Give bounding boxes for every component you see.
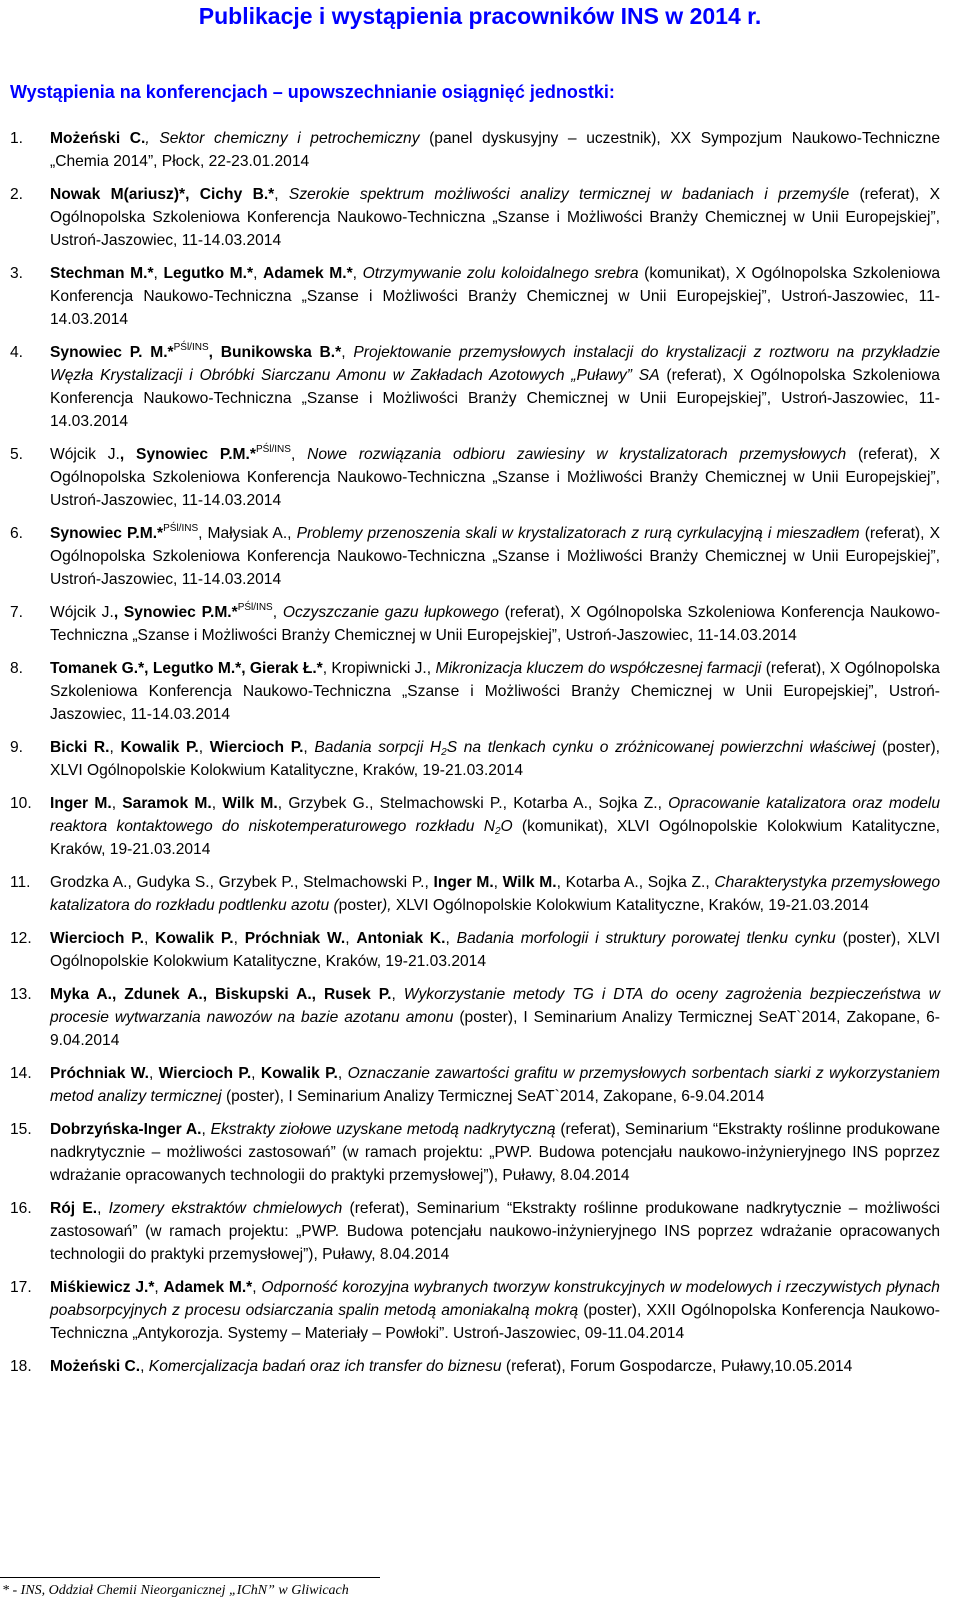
item-text-segment: , — [272, 604, 283, 621]
list-item — [10, 983, 940, 1052]
item-text-segment: Izomery ekstraktów chmielowych — [108, 1200, 343, 1217]
item-text-segment: Inger M. — [50, 795, 112, 812]
item-number: 8. — [10, 660, 24, 677]
item-text-segment: Wykorzystanie metody TG i DTA do oceny zagrożenia bezpieczeństwa w procesie wytwarzania nawozów na bazie azotanu amonu — [50, 986, 941, 1026]
item-text-segment: S na tlenkach cynku o zróżnicowanej powierzchni właściwej — [446, 739, 876, 756]
item-text-segment: (poster), XLVI Ogólnopolskie Kolokwium Katalityczne, Kraków, 19-21.03.2014 — [50, 739, 941, 779]
list-item — [10, 127, 940, 173]
list-item — [10, 736, 940, 782]
item-text-segment: Legutko M.* — [163, 265, 254, 282]
item-text-segment: (referat), X Ogólnopolska Szkoleniowa Konferencja Naukowo-Techniczna „Szanse i Możliwości Branży Chemicznej w Unii Europejskiej”, Ustroń-Jaszowiec, 11-14.03.2014 — [50, 367, 940, 430]
item-number: 10. — [10, 795, 32, 812]
item-text-segment: , Synowiec P.M.* — [113, 604, 238, 621]
item-text-segment: (referat), X Ogólnopolska Szkoleniowa Konferencja Naukowo-Techniczna „Szanse i Możliwości Branży Chemicznej w Unii Europejskiej”, Ustroń-Jaszowiec, 11-14.03.2014 — [50, 604, 941, 644]
item-text-segment: (referat), Seminarium “Ekstrakty roślinne produkowane nadkrytycznie – możliwości zastosowań” (w ramach projektu: „PWP. Budowa potencjału naukowo-inżynieryjnego INS poprzez wdrażanie opracowanych technologii do praktyki przemysłowej”), Puławy, 8.04.2014 — [50, 1121, 940, 1184]
item-text-segment: , Bunikowska B.* — [208, 344, 342, 361]
item-text-segment: , Sektor chemiczny i petrochemiczny — [145, 130, 420, 147]
item-text-segment: Badania sorpcji H — [314, 739, 442, 756]
item-text-segment: , Kotarba A., Sojka Z., — [556, 874, 715, 891]
item-text-segment: Otrzymywanie zolu koloidalnego srebra — [362, 265, 639, 282]
item-text-segment: Projektowanie przemysłowych instalacji do krystalizacji z roztworu na przykładzie Węzła Krystalizacji i Obróbki Siarczanu Amonu w Zakładach Azotowych „Puławy” SA — [50, 344, 940, 384]
item-text-segment: (referat), Forum Gospodarcze, Puławy,10.05.2014 — [501, 1358, 853, 1375]
item-text-segment: , — [140, 1358, 149, 1375]
item-text-segment: Mikronizacja kluczem do współczesnej farmacji — [435, 660, 762, 677]
list-item — [10, 601, 940, 647]
item-text-segment: Miśkiewicz J.* — [50, 1279, 155, 1296]
item-text-segment: Problemy przenoszenia skali w krystalizatorach z rurą cyrkulacyjną i mieszadłem — [296, 525, 860, 542]
item-text-segment: PŚl/INS — [163, 523, 199, 534]
item-text-segment: Oznaczanie zawartości grafitu w przemysłowych sorbentach siarki z wykorzystaniem metod analizy termicznej — [50, 1065, 941, 1105]
item-text-segment: Oczyszczanie gazu łupkowego — [282, 604, 499, 621]
item-text-segment: , — [97, 1200, 109, 1217]
item-text-segment: (komunikat), X Ogólnopolska Szkoleniowa Konferencja Naukowo-Techniczna „Szanse i Możliwości Branży Chemicznej w Unii Europejskiej”, Ustroń-Jaszowiec, 11-14.03.2014 — [50, 265, 941, 328]
item-text-segment: , — [143, 930, 156, 947]
item-text-segment: Opracowanie katalizatora oraz modelu reaktora kontaktowego do niskotemperaturowego rozkładu N — [50, 795, 940, 835]
item-number: 7. — [10, 604, 24, 621]
item-text-segment: Rój E. — [50, 1200, 98, 1217]
item-text-segment: Kowalik P. — [260, 1065, 338, 1082]
item-text-segment: Stechman M.* — [50, 265, 154, 282]
item-number: 6. — [10, 525, 24, 542]
item-text-segment: Próchniak W. — [244, 930, 346, 947]
item-text-segment: PŚl/INS — [173, 342, 209, 353]
item-text-segment: Wójcik J. — [50, 604, 114, 621]
item-text-segment: Bicki R. — [50, 739, 110, 756]
item-text-segment: Próchniak W. — [50, 1065, 149, 1082]
item-text-segment: Synowiec P.M.* — [50, 525, 164, 542]
list-item — [10, 927, 940, 973]
list-item — [10, 1118, 940, 1187]
list-item — [10, 1062, 940, 1108]
item-number: 16. — [10, 1200, 32, 1217]
item-text-segment: , — [493, 874, 503, 891]
item-text-segment: (poster), I Seminarium Analizy Termicznej SeAT`2014, Zakopane, 6-9.04.2014 — [50, 1009, 940, 1049]
item-text-segment: Badania morfologii i struktury porowatej tlenku cynku — [456, 930, 836, 947]
item-number: 3. — [10, 265, 24, 282]
footnote-text: * - INS, Oddział Chemii Nieorganicznej „IChN” w Gliwicach — [2, 1583, 349, 1598]
item-text-segment: Kowalik P. — [120, 739, 199, 756]
item-text-segment: , — [337, 1065, 348, 1082]
item-number: 11. — [10, 874, 31, 891]
item-text-segment: , — [111, 795, 123, 812]
item-text-segment: Możeński C. — [50, 1358, 141, 1375]
item-text-segment: , — [303, 739, 315, 756]
item-text-segment: , — [426, 660, 436, 677]
item-text-segment: Synowiec P. M.* — [50, 344, 174, 361]
item-text-segment: , — [233, 930, 245, 947]
item-number: 13. — [10, 986, 32, 1003]
list-item — [10, 262, 940, 331]
item-number: 17. — [10, 1279, 32, 1296]
item-number: 15. — [10, 1121, 32, 1138]
item-text-segment: (referat), X Ogólnopolska Szkoleniowa Konferencja Naukowo-Techniczna „Szanse i Możliwości Branży Chemicznej w Unii Europejskiej”, Ustroń-Jaszowiec, 11-14.03.2014 — [50, 660, 940, 723]
item-text-segment: (referat), X Ogólnopolska Szkoleniowa Konferencja Naukowo-Techniczna „Szanse i Możliwości Branży Chemicznej w Unii Europejskiej”, Ustroń-Jaszowiec, 11-14.03.2014 — [50, 186, 940, 249]
item-text-segment: Adamek M.* — [163, 1279, 253, 1296]
item-text-segment: poster — [338, 897, 383, 914]
item-text-segment: , — [290, 446, 308, 463]
item-text-segment: Wiercioch P. — [209, 739, 304, 756]
item-text-segment: , — [109, 739, 121, 756]
item-text-segment: , — [391, 986, 404, 1003]
list-item — [10, 1276, 940, 1345]
item-text-segment: Nowe rozwiązania odbioru zawiesiny w krystalizatorach przemysłowych — [307, 446, 847, 463]
item-number: 4. — [10, 344, 24, 361]
item-text-segment: , — [198, 739, 210, 756]
item-text-segment: (poster), I Seminarium Analizy Termicznej SeAT`2014, Zakopane, 6-9.04.2014 — [221, 1088, 765, 1105]
list-item — [10, 183, 940, 252]
footnote — [2, 1582, 349, 1599]
item-text-segment: Wójcik J. — [50, 446, 120, 463]
item-text-segment: , — [211, 795, 223, 812]
item-text-segment: , — [253, 265, 264, 282]
item-text-segment: Saramok M. — [122, 795, 212, 812]
item-text-segment: (referat), Seminarium “Ekstrakty roślinne produkowane nadkrytycznie – możliwości zastosowań” (w ramach projektu: „PWP. Budowa potencjału naukowo-inżynieryjnego INS poprzez wdrażanie opracowanych technologii do praktyki przemysłowej”), Puławy, 8.04.2014 — [50, 1200, 940, 1263]
item-text-segment: , — [341, 344, 354, 361]
item-text-segment: , Małysiak A. — [198, 525, 288, 542]
item-text-segment: Dobrzyńska-Inger A. — [50, 1121, 202, 1138]
item-text-segment: ), — [382, 897, 392, 914]
item-text-segment: PŚl/INS — [255, 444, 291, 455]
list-item — [10, 657, 940, 726]
item-text-segment: Grodzka A., Gudyka S., Grzybek P., Stelmachowski P., — [50, 874, 434, 891]
list-item — [10, 871, 940, 917]
item-text-segment: , Kropiwnicki J. — [322, 660, 427, 677]
item-text-segment: , — [345, 930, 357, 947]
item-number: 1. — [10, 130, 24, 147]
item-text-segment: , — [148, 1065, 159, 1082]
item-text-segment: , Synowiec P.M.* — [119, 446, 256, 463]
item-number: 14. — [10, 1065, 32, 1082]
item-text-segment: , Grzybek G., Stelmachowski P., Kotarba A., Sojka Z., — [277, 795, 669, 812]
item-text-segment: Ekstrakty ziołowe uzyskane metodą nadkrytyczną — [210, 1121, 556, 1138]
item-number: 18. — [10, 1358, 32, 1375]
list-item — [10, 522, 940, 591]
item-text-segment: , — [352, 265, 363, 282]
item-text-segment: Inger M. — [433, 874, 494, 891]
item-text-segment: Adamek M.* — [263, 265, 353, 282]
item-text-segment: (referat), X Ogólnopolska Szkoleniowa Konferencja Naukowo-Techniczna „Szanse i Możliwości Branży Chemicznej w Unii Europejskiej”, Ustroń-Jaszowiec, 11-14.03.2014 — [50, 446, 940, 509]
item-text-segment: Możeński C. — [50, 130, 146, 147]
item-number: 9. — [10, 739, 24, 756]
item-text-segment: Wilk M. — [502, 874, 557, 891]
list-item — [10, 341, 940, 433]
item-text-segment: Myka A., Zdunek A., Biskupski A., Rusek P. — [50, 986, 392, 1003]
item-text-segment: , — [274, 186, 289, 203]
item-text-segment: (komunikat), XLVI Ogólnopolskie Kolokwium Katalityczne, Kraków, 19-21.03.2014 — [50, 818, 940, 858]
item-number: 5. — [10, 446, 24, 463]
item-text-segment: 2 — [494, 826, 501, 837]
item-text-segment: Charakterystyka przemysłowego katalizatora do rozkładu podtlenku azotu ( — [50, 874, 940, 914]
item-text-segment: , — [445, 930, 457, 947]
footnote-divider — [0, 1577, 380, 1578]
page-title: Publikacje i wystąpienia pracowników INS w 2014 r. — [198, 3, 762, 29]
item-text-segment: 2 — [441, 747, 447, 758]
item-text-segment: Szerokie spektrum możliwości analizy termicznej w badaniach i przemyśle — [288, 186, 850, 203]
item-text-segment: Komercjalizacja badań oraz ich transfer do biznesu — [148, 1358, 502, 1375]
item-text-segment: XLVI Ogólnopolskie Kolokwium Katalityczne, Kraków, 19-21.03.2014 — [391, 897, 869, 914]
item-text-segment: Wiercioch P. — [158, 1065, 252, 1082]
item-text-segment: Wiercioch P. — [50, 930, 144, 947]
item-text-segment: Kowalik P. — [155, 930, 234, 947]
item-text-segment: Wilk M. — [222, 795, 278, 812]
item-text-segment: Odporność korozyjna wybranych tworzyw konstrukcyjnych w modelowych i rzeczywistych płynach poabsorpcyjnych z procesu odsiarczania spalin metodą amoniakalną mokrą — [50, 1279, 940, 1319]
item-text-segment: (referat), X Ogólnopolska Szkoleniowa Konferencja Naukowo-Techniczna „Szanse i Możliwości Branży Chemicznej w Unii Europejskiej”, Ustroń-Jaszowiec, 11-14.03.2014 — [50, 525, 940, 588]
item-text-segment: , — [252, 1279, 262, 1296]
list-item — [10, 443, 940, 512]
publication-list — [10, 127, 940, 1378]
item-text-segment: Nowak M(ariusz)*, Cichy B.* — [50, 186, 275, 203]
item-text-segment: Tomanek G.*, Legutko M.*, Gierak Ł.* — [50, 660, 323, 677]
item-text-segment: (poster), XXII Ogólnopolska Konferencja Naukowo-Techniczna „Antykorozja. Systemy – Materiały – Powłoki”. Ustroń-Jaszowiec, 09-11.04.2014 — [50, 1302, 940, 1342]
item-text-segment: , — [154, 1279, 164, 1296]
item-text-segment: , — [287, 525, 297, 542]
item-number: 12. — [10, 930, 32, 947]
section-heading: Wystąpienia na konferencjach – upowszechnianie osiągnięć jednostki: — [10, 82, 615, 102]
item-text-segment: O — [500, 818, 513, 835]
item-text-segment: (poster), XLVI Ogólnopolskie Kolokwium Katalityczne, Kraków, 19-21.03.2014 — [50, 930, 941, 970]
item-text-segment: , — [251, 1065, 261, 1082]
item-text-segment: , — [153, 265, 164, 282]
item-text-segment: Antoniak K. — [356, 930, 446, 947]
list-item — [10, 1355, 940, 1378]
list-item — [10, 792, 940, 861]
item-text-segment: , — [201, 1121, 211, 1138]
item-text-segment: (panel dyskusyjny – uczestnik), XX Sympozjum Naukowo-Techniczne „Chemia 2014”, Płock, 22-23.01.2014 — [50, 130, 940, 170]
item-number: 2. — [10, 186, 24, 203]
list-item — [10, 1197, 940, 1266]
item-text-segment: PŚl/INS — [237, 602, 273, 613]
